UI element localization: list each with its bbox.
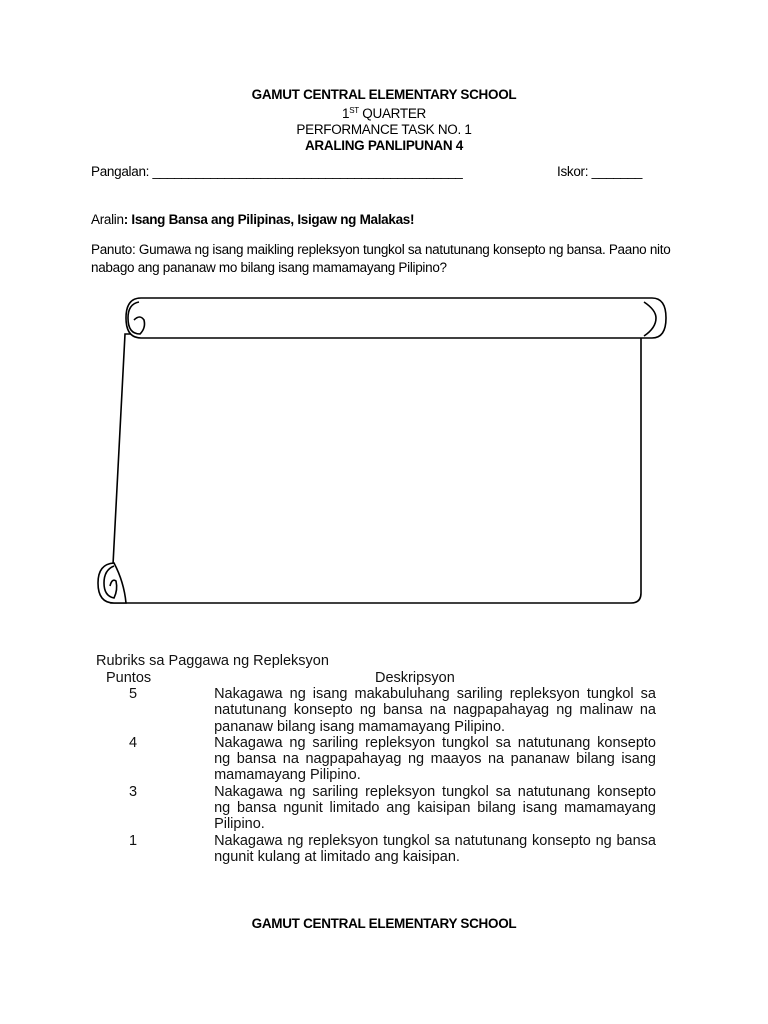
quarter-ordinal-suffix: ST	[349, 106, 359, 115]
rubric-row	[96, 833, 656, 866]
rubric-points: 1	[129, 832, 138, 849]
name-field[interactable]: Pangalan: ___________________________________________	[91, 164, 463, 179]
rubric-points: 4	[129, 734, 138, 751]
scroll-top-roll	[126, 298, 666, 338]
aralin-title: : Isang Bansa ang Pilipinas, Isigaw ng Malakas!	[123, 212, 415, 227]
rubric-row	[96, 735, 656, 784]
rubric-description: Nakagawa ng sariling repleksyon tungkol sa natutunang konsepto ng bansa ngunit limitado ang kaisipan bilang isang mamamayang Pilipino.	[214, 783, 656, 833]
task-title: PERFORMANCE TASK NO. 1	[296, 122, 472, 137]
quarter-word: QUARTER	[358, 106, 426, 121]
scroll-sheet	[111, 334, 641, 603]
school-name: GAMUT CENTRAL ELEMENTARY SCHOOL	[251, 87, 517, 102]
rubric-description: Nakagawa ng isang makabuluhang sariling repleksyon tungkol sa natutunang konsepto ng bansa na nagpapahayag ng malinaw na pananaw bilang isang mamamayang Pilipino.	[214, 686, 656, 735]
rubric-points: 5	[129, 686, 138, 702]
footer-school-name: GAMUT CENTRAL ELEMENTARY SCHOOL	[251, 916, 517, 931]
quarter-line	[0, 103, 768, 122]
rubric-table	[96, 653, 656, 865]
scroll-writing-area[interactable]	[96, 296, 670, 608]
rubric-row	[96, 686, 656, 735]
quarter-number: 1	[342, 106, 350, 121]
rubric-description: Nakagawa ng sariling repleksyon tungkol sa natutunang konsepto ng bansa na nagpapahayag ng maayos na pananaw bilang isang mamamayang Pilipino.	[214, 734, 656, 784]
aralin-label: Aralin	[91, 212, 124, 227]
score-field[interactable]: Iskor: _______	[557, 164, 643, 179]
rubric-description: Nakagawa ng repleksyon tungkol sa natutunang konsepto ng bansa ngunit kulang at limitado ang kaisipan.	[214, 832, 656, 865]
rubric-title: Rubriks sa Paggawa ng Repleksyon	[96, 653, 329, 669]
document-header	[0, 87, 768, 154]
panuto-instructions: Panuto: Gumawa ng isang maikling repleksyon tungkol sa natutunang konsepto ng bansa. Paano nito nabago ang pananaw mo bilang isang mamamayang Pilipino?	[91, 242, 671, 275]
subject-title: ARALING PANLIPUNAN 4	[304, 138, 463, 153]
rubric-col-points: Puntos	[106, 670, 152, 686]
rubric-col-description: Deskripsyon	[375, 670, 455, 686]
aralin-line	[91, 212, 414, 227]
rubric-row	[96, 784, 656, 833]
rubric-points: 3	[129, 783, 138, 800]
rubric-header	[96, 670, 656, 686]
